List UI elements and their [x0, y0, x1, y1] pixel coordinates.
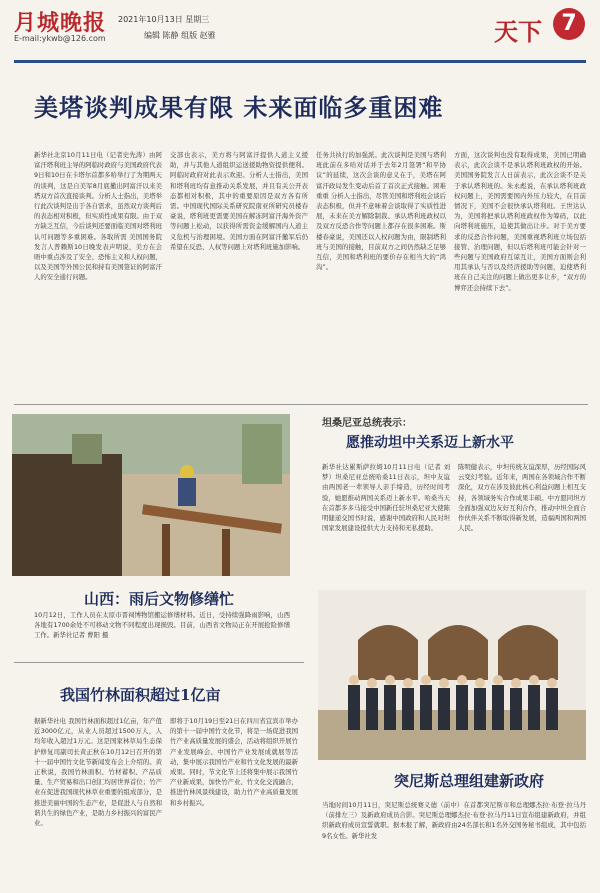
contact-email: E-mail:ykwb@126.com	[14, 34, 106, 43]
bamboo-column-2: 即将于10月19日至21日在四川省宜宾市举办的第十一届中国竹文化节，将是一场促进我国竹产业高质量发展的盛会，活动将组织开展竹产业发展峰会、中国竹产业发展成就展等活动，集中展示我国竹产业和竹文化发展的最新成果。同时，节文化节上还将集中展示我国竹产业新成果，加快竹产业、竹文化交流融合，推进竹林风景线建设，助力竹产业高质量发展和乡村振兴。	[170, 717, 298, 807]
newspaper-logo: 月城晚报	[14, 10, 107, 36]
issue-date: 2021年10月13日 星期三	[118, 15, 210, 24]
tunisia-headline: 突尼斯总理组建新政府	[394, 772, 545, 790]
editor-credits: 编辑 陈静 组版 赵雅	[144, 31, 216, 40]
tunisia-caption: 当地时间10月11日，突尼斯总统赛义德（前中）在首都突尼斯市和总理娜杰拉·布登·拉马丹（前排左三）及新政府成员合影。突尼斯总理娜杰拉·布登·拉马丹11日宣布组建新政府，并组织新政府成员宣誓就职。据本报了解，新政府由24名部长和1名外交国务秘书组成，其中包括9名女性。新华社发	[322, 801, 586, 840]
lead-column-3: 任务共执行的加强派。此次谈判是美国与塔利班此前在多哈对话并于去年2月签署“和平协议”的延续，这次会谈的意义在于，美塔在阿富汗政局发生变动后首了首次正式接触。困难重重 分析人士指出，尽管美国和塔利班会谈后表态积极，但并不意味着会谈取得了实质性进展，未来在美方解除制裁、承认塔利班政权以及双方反恐合作等问题上都存在很多困难。斯楼春豪说，美国还以人权问题为由，限制塔利班与美国的接触，目前双方之间仍然缺乏足够互信，美国和塔利班的要价存在相当大的“鸿沟”。	[316, 151, 446, 272]
tunisia-group-illustration	[318, 590, 586, 760]
tanzania-column-1: 新华社达累斯萨拉姆10月11日电（记者 刘梦）坦桑尼亚总统哈桑11日表示，坦中友谊由两国老一辈领导人亲手缔造，历经时间考验，她愿推动两国关系迈上新水平。哈桑当天在首都多多马接受中国新任驻坦桑尼亚大使陈明健递交国书时说，感谢中国政府和人民对坦国家发展建设提供大力支持和无私援助。	[322, 463, 450, 533]
lead-column-1: 新华社北京10月11日电（记者史先涛）由阿富汗塔利班主导的阿临时政府与美国政府代表9日和10日在卡塔尔首都多哈举行了为期两天的谈判，这是自美军8月底撤出阿富汗以来美塔双方首次直接谈判。分析人士指出，美塔举行此次谈判是出于各自需求，虽然双方谈判后的表态相对积极，但实质性成果有限。由于双方缺乏互信，今后谈判还要面临美国对塔利班认可问题等多重困难。各取所需 美国国务院发言人普赖斯10日晚发表声明说，美方在会晤中重点涉及了安全、恐怖主义和人权问题，以及美国等外国公民和持有美国签证的阿富汗人的安全通行问题。	[34, 151, 162, 282]
bamboo-column-1: 据新华社电 我国竹林面积超过1亿亩，年产值近3000亿元，从业人员超过1500万人，人均年收入超过1万元。这是国家林草局生态保护修复司副司长黄正秋在10月12日召开的第十一届中国竹文化节新闻发布会上介绍的。黄正秋说，我国竹林面积、竹材蓄积、产品质量、生产贸易和出口创汇均居世界首位；竹产业在促进我国现代林草业重要的组成部分，是推进美丽中国的生态产业，是促进人与自然和谐共生的绿色产业，是助力乡村振兴的富民产业。	[34, 717, 162, 828]
culture-caption: 10月12日，工作人员在太原市晋祠博物馆搬运修缮材料。近日，受持续强降雨影响，山西各地有1700余处不可移动文物不同程度出现损毁。目前，山西省文物局正在开展抢险修缮工作。新华社记者 曹阳 摄	[34, 611, 290, 640]
tanzania-kicker: 坦桑尼亚总统表示：	[322, 418, 412, 429]
page-number-badge: 7	[553, 8, 585, 40]
tunisia-government-photo	[318, 590, 586, 760]
heritage-repair-photo	[12, 414, 290, 576]
section-divider	[14, 404, 588, 405]
culture-caption-title: 山西：雨后文物修缮忙	[84, 590, 235, 608]
masthead	[0, 0, 600, 70]
left-divider	[14, 662, 304, 663]
lead-column-2: 交部也表示，美方将与阿富汗提供人道主义援助，并与其他人道组织运送援助物资提供便利。阿临时政府对此表示欢迎。分析人士指出，美国和塔利班均有意推动关系发展，并且有关公开表态都相对积极，其中的重要原因是双方各有所需。中国现代国际关系研究院南亚所研究员楼春豪说，塔利班更需要美国在解冻阿富汗海外资产等问题上松动，以获得所需资金缓解国内人道主义危机与治理困境。美国方面在阿富汗撤军后仍希望在反恐、人权等问题上对塔利班施加影响。	[170, 151, 308, 251]
lead-headline: 美塔谈判成果有限 未来面临多重困难	[34, 93, 444, 122]
section-title: 天下	[494, 17, 542, 46]
heritage-repair-illustration	[12, 414, 290, 576]
masthead-rule	[14, 60, 586, 63]
tanzania-headline: 愿推动坦中关系迈上新水平	[346, 435, 514, 451]
bamboo-headline: 我国竹林面积超过1亿亩	[60, 686, 221, 704]
lead-column-4: 方面，这次谈判也没有取得成果，美国已明确表示，此次会谈不是承认塔利班政权的开始。美国国务院发言人日前表示，此次会谈不是关于承认塔利班的。朱永彪说，在承认塔利班政权问题上，美国需要国内外压力较大，在目前情况下，美国不会很快承认塔利班。王世达认为，美国将把承认塔利班政权作为筹码，以此向塔利班施压，迫使其做出让步。对于美方要求的反恐合作问题，美国重视塔利班立场包括接管、治理问题，但以后塔利班可能会针对一些问题与美国政府互谅互让，美国方面则会利用其承认与否以及经济援助等问题，迫使塔利班在自己关注的问题上做出更多让步，“双方的博弈还会持续下去”。	[454, 151, 586, 292]
tanzania-column-2: 陈明健表示，中坦传统友谊深厚，历经国际风云变幻考验。近年来，两国在各领域合作不断深化，双方在涉及彼此核心利益问题上相互支持，各领域务实合作成果丰硕。中方愿同坦方全面加强双边友好互利合作，推动中坦全面合作伙伴关系不断取得新发展，造福两国和两国人民。	[458, 463, 586, 533]
